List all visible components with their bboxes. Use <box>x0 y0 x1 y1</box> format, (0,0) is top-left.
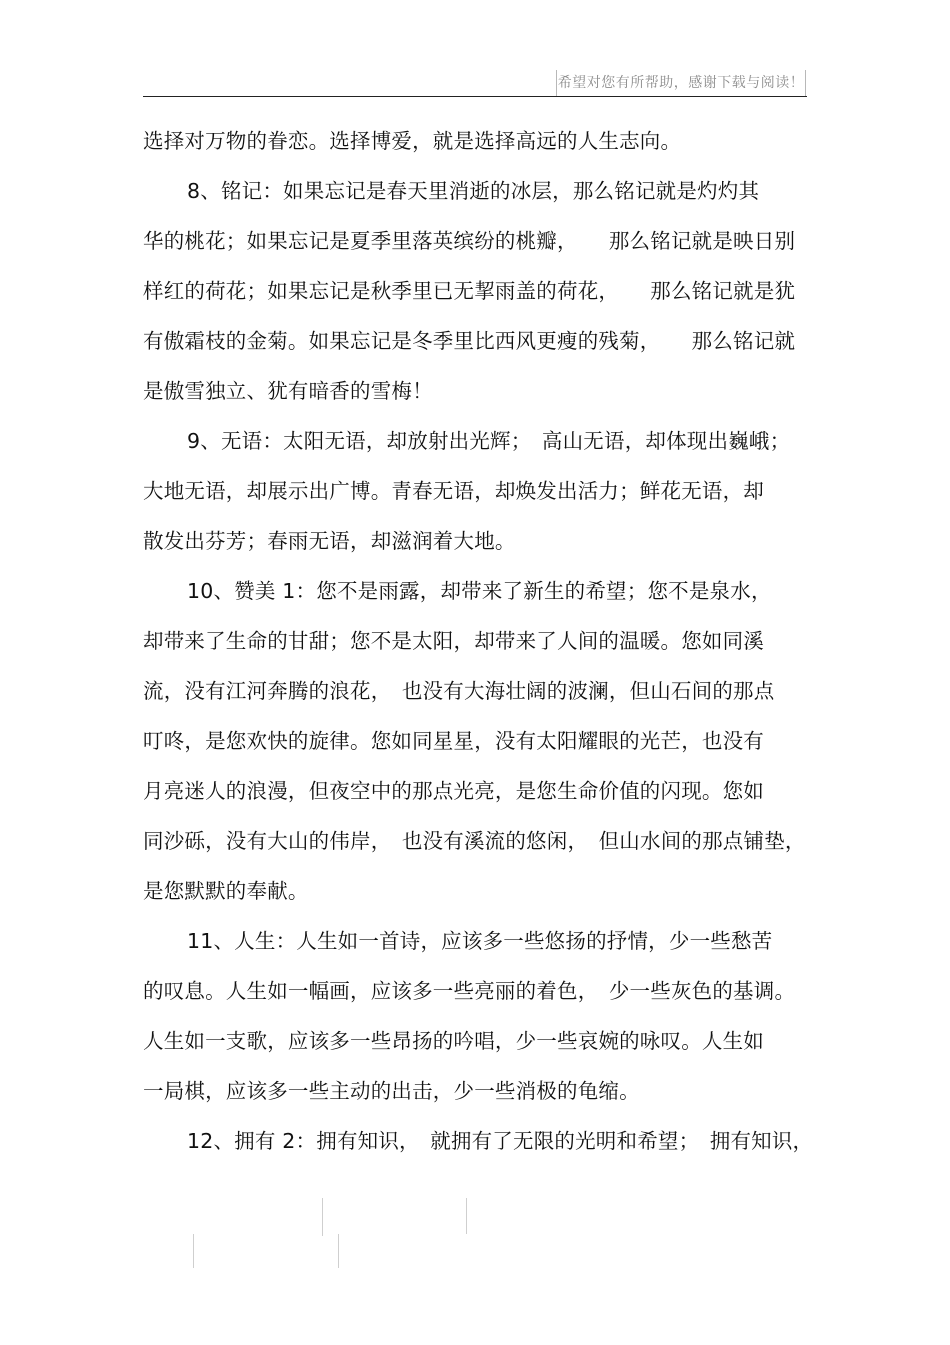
body-line: 华的桃花；如果忘记是夏季里落英缤纷的桃瓣， 那么铭记就是映日别 <box>143 229 796 253</box>
body-line: 月亮迷人的浪漫，但夜空中的那点光亮，是您生命价值的闪现。您如 <box>143 779 764 803</box>
page-header-banner: 希望对您有所帮助，感谢下载与阅读！ <box>556 70 806 96</box>
body-line: 8、铭记：如果忘记是春天里消逝的冰层，那么铭记就是灼灼其 <box>187 179 760 203</box>
body-line: 的叹息。人生如一幅画，应该多一些亮丽的着色， 少一些灰色的基调。 <box>143 979 796 1003</box>
body-line: 叮咚，是您欢快的旋律。您如同星星，没有太阳耀眼的光芒，也没有 <box>143 729 764 753</box>
body-line: 选择对万物的眷恋。选择博爱，就是选择高远的人生志向。 <box>143 129 682 153</box>
body-line: 是傲雪独立、犹有暗香的雪梅！ <box>143 379 433 403</box>
body-line: 10、赞美 1：您不是雨露，却带来了新生的希望；您不是泉水， <box>187 579 772 603</box>
body-line: 9、无语：太阳无语，却放射出光辉； 高山无语，却体现出巍峨； <box>187 429 791 453</box>
body-line: 样红的荷花；如果忘记是秋季里已无挈雨盖的荷花， 那么铭记就是犹 <box>143 279 796 303</box>
body-line: 12、拥有 2：拥有知识， 就拥有了无限的光明和希望； 拥有知识， <box>187 1129 814 1153</box>
document-body <box>143 116 814 1166</box>
scan-artifact-line <box>322 1198 323 1236</box>
body-line: 是您默默的奉献。 <box>143 879 309 903</box>
scan-artifact-line <box>193 1234 194 1268</box>
body-line: 11、人生：人生如一首诗，应该多一些悠扬的抒情，少一些愁苦 <box>187 929 773 953</box>
body-line: 一局棋，应该多一些主动的出击，少一些消极的龟缩。 <box>143 1079 640 1103</box>
body-line: 人生如一支歌，应该多一些昂扬的吟唱，少一些哀婉的咏叹。人生如 <box>143 1029 764 1053</box>
header-divider <box>143 96 807 97</box>
body-line: 散发出芬芳；春雨无语，却滋润着大地。 <box>143 529 516 553</box>
body-line: 流，没有江河奔腾的浪花， 也没有大海壮阔的波澜，但山石间的那点 <box>143 679 775 703</box>
body-line: 却带来了生命的甘甜；您不是太阳，却带来了人间的温暖。您如同溪 <box>143 629 764 653</box>
body-line: 有傲霜枝的金菊。如果忘记是冬季里比西风更瘦的残菊， 那么铭记就 <box>143 329 796 353</box>
scan-artifact-line <box>466 1198 467 1234</box>
body-line: 同沙砾，没有大山的伟岸， 也没有溪流的悠闲， 但山水间的那点铺垫， <box>143 829 806 853</box>
body-line: 大地无语，却展示出广博。青春无语，却焕发出活力；鲜花无语，却 <box>143 479 764 503</box>
scan-artifact-line <box>338 1234 339 1268</box>
